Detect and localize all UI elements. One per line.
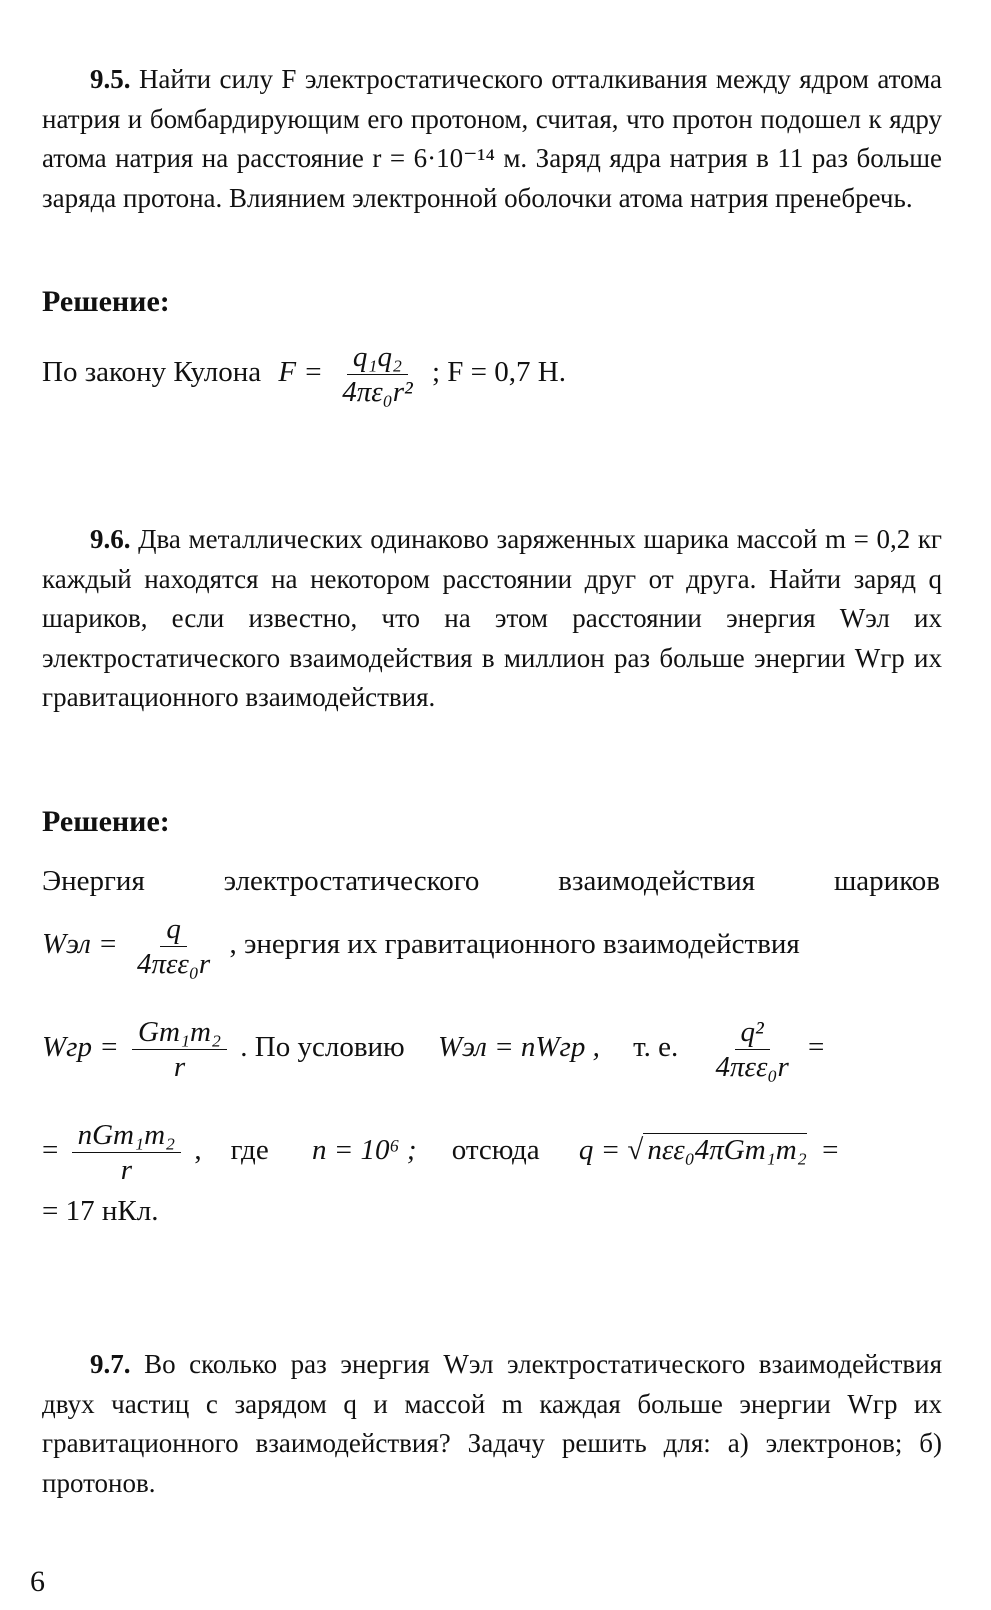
fraction-denominator: 4πε₀r² <box>342 376 413 408</box>
solution-line-3 <box>42 1015 824 1084</box>
fraction-numerator: Gm₁m₂ <box>132 1015 227 1050</box>
word: Энергия <box>42 865 145 897</box>
fraction-denominator: 4πεε₀r <box>136 948 211 980</box>
solution-line-2 <box>42 912 800 981</box>
line4-fraction <box>72 1118 182 1187</box>
problem-number: 9.5. <box>90 64 131 94</box>
wel-fraction <box>131 912 216 981</box>
wgr-lhs: Wгр = <box>42 1031 119 1064</box>
fraction-denominator: r <box>173 1051 186 1083</box>
coulomb-law-line <box>42 340 566 409</box>
fraction-denominator: 4πεε₀r <box>715 1051 789 1083</box>
solution-heading: Решение: <box>42 805 170 838</box>
te-text: т. е. <box>633 1031 679 1064</box>
problem-text: Найти силу F электростатического отталкивания между ядром атома натрия и бомбардирующим его протоном, считая, что протон подошел к ядру атома натрия на расстояние r = 6·10⁻¹⁴ м. Заряд ядра натрия в 11 раз больше заряда протона. Влиянием электронной оболочки атома натрия пренебречь. <box>42 64 943 213</box>
solution-line-1 <box>42 865 940 898</box>
te-fraction <box>710 1015 795 1084</box>
equals-sign: = <box>42 1134 59 1167</box>
word: взаимодействия <box>558 865 756 897</box>
condition-formula: Wэл = nWгр , <box>437 1031 600 1064</box>
solution-intro: По закону Кулона <box>42 356 262 389</box>
word: шариков <box>833 865 940 897</box>
equals-sign: = <box>808 1031 825 1064</box>
fraction-numerator: q² <box>735 1015 770 1050</box>
page-number: 6 <box>30 1565 45 1598</box>
fraction-numerator: nGm₁m₂ <box>72 1118 182 1153</box>
hence-text: отсюда <box>451 1134 540 1167</box>
solution-heading: Решение: <box>42 285 170 318</box>
coulomb-fraction <box>336 340 419 409</box>
sqrt-radicand: nεε₀4πGm₁m₂ <box>643 1133 806 1166</box>
n-value: n = 10⁶ ; <box>311 1134 417 1167</box>
sqrt-sign: √ <box>627 1134 644 1167</box>
wel-lhs: Wэл = <box>42 928 118 961</box>
problem-number: 9.7. <box>90 1349 131 1379</box>
equals-sign: = <box>822 1134 839 1167</box>
problem-9-7 <box>42 1345 942 1503</box>
solution-line-4 <box>42 1118 838 1187</box>
fraction-numerator: q₁q₂ <box>347 340 408 375</box>
word: электростатического <box>223 865 480 897</box>
problem-text: Во сколько раз энергия Wэл электростатического взаимодействия двух частиц с зарядом q и массой m каждая больше энергии Wгр их гравитационного взаимодействия? Задачу решить для: а) электронов; б) протонов. <box>42 1349 942 1498</box>
wgr-fraction <box>132 1015 227 1084</box>
problem-number: 9.6. <box>90 524 131 554</box>
condition-text: . По условию <box>240 1031 405 1064</box>
problem-text: Два металлических одинаково заряженных шарика массой m = 0,2 кг каждый находятся на некотором расстоянии друг от друга. Найти заряд q шариков, если известно, что на этом расстоянии энергия Wэл их электростатического взаимодействия в миллион раз больше энергии Wгр их гравитационного взаимодействия. <box>42 524 943 712</box>
where-text: , где <box>194 1134 269 1167</box>
line-text: , энергия их гравитационного взаимодействия <box>229 928 800 961</box>
fraction-numerator: q <box>160 912 187 947</box>
problem-9-6 <box>42 520 942 718</box>
solution-answer: = 17 нКл. <box>42 1195 159 1227</box>
fraction-denominator: r <box>120 1154 132 1186</box>
formula-result: ; F = 0,7 Н. <box>432 356 566 389</box>
q-lhs: q = <box>578 1134 621 1167</box>
formula-lhs: F = <box>278 356 323 389</box>
problem-9-5 <box>42 60 942 218</box>
